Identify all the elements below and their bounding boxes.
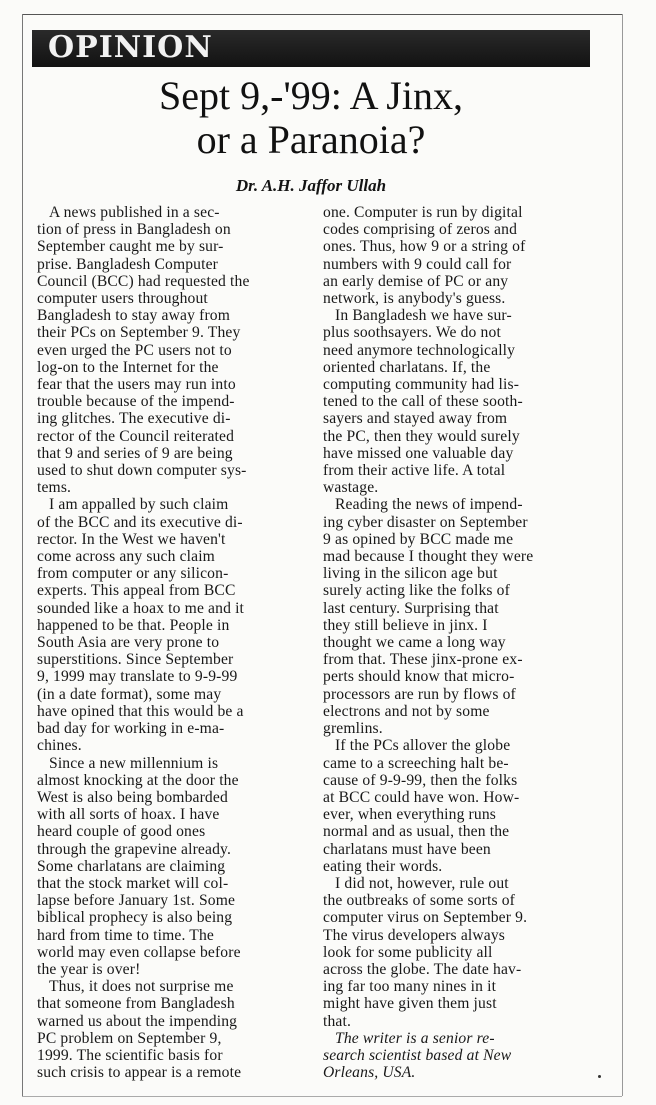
- body-text-line: computer users throughout: [37, 290, 208, 308]
- body-text-line: the year is over!: [37, 960, 141, 978]
- clipping-border-right: [622, 14, 623, 1096]
- body-text-line: wastage.: [323, 479, 379, 497]
- body-text-line: sayers and stayed away from: [323, 410, 508, 428]
- body-text-line: come across any such claim: [37, 548, 215, 566]
- body-text-line: The virus developers always: [323, 926, 506, 944]
- body-text-line: might have given them just: [323, 995, 497, 1013]
- body-text-line: network, is anybody's guess.: [323, 290, 506, 308]
- body-text-line: lapse before January 1st. Some: [37, 892, 236, 910]
- body-text-line: electrons and not by some: [323, 702, 490, 720]
- body-text-line: such crisis to appear is a remote: [37, 1064, 242, 1082]
- body-text-line: thought we came a long way: [323, 634, 506, 652]
- body-text-line: numbers with 9 could call for: [323, 255, 512, 273]
- body-text-line: Some charlatans are claiming: [37, 857, 226, 875]
- body-text-line: tion of press in Bangladesh on: [37, 221, 231, 239]
- body-text-line: 9, 1999 may translate to 9-9-99: [37, 668, 238, 686]
- body-text-line: Reading the news of impend-: [335, 496, 523, 514]
- body-text-line: South Asia are very prone to: [37, 634, 220, 652]
- body-text-line: rector. In the West we haven't: [37, 530, 226, 548]
- body-text-line: warned us about the impending: [37, 1012, 238, 1030]
- headline-line: or a Paranoia?: [196, 117, 426, 162]
- body-text-line: from their active life. A total: [323, 462, 506, 480]
- body-text-line: used to shut down computer sys-: [37, 462, 247, 480]
- body-text-line: perts should know that micro-: [323, 668, 515, 686]
- body-text-line: an early demise of PC or any: [323, 272, 509, 290]
- body-text-line: have opined that this would be a: [37, 702, 244, 720]
- body-text-line: rector of the Council reiterated: [37, 427, 235, 445]
- body-text-line: 9 as opined by BCC made me: [323, 530, 514, 548]
- body-text-line: normal and as usual, then the: [323, 823, 510, 841]
- article-column-left: [37, 204, 301, 1081]
- body-text-line: gremlins.: [323, 720, 383, 738]
- print-speck: [598, 1075, 601, 1078]
- body-text-line: biblical prophecy is also being: [37, 909, 233, 927]
- body-text-line: codes comprising of zeros and: [323, 221, 518, 239]
- author-note-line: The writer is a senior re-: [335, 1029, 495, 1047]
- body-text-line: world may even collapse before: [37, 943, 241, 961]
- body-text-line: ever, when everything runs: [323, 806, 497, 824]
- body-text-line: mad because I thought they were: [323, 548, 534, 566]
- body-text-line: A news published in a sec-: [49, 204, 220, 221]
- body-text-line: ing cyber disaster on September: [323, 513, 528, 531]
- body-text-line: 1999. The scientific basis for: [37, 1046, 223, 1064]
- body-text-line: ones. Thus, how 9 or a string of: [323, 238, 526, 256]
- body-text-line: tened to the call of these sooth-: [323, 393, 523, 411]
- body-text-line: West is also being bombarded: [37, 788, 228, 806]
- body-text-line: surely acting like the folks of: [323, 582, 510, 600]
- body-text-line: have missed one valuable day: [323, 444, 514, 462]
- body-text-line: hard from time to time. The: [37, 926, 214, 944]
- body-text-line: came to a screeching halt be-: [323, 754, 509, 772]
- author-note-line: Orleans, USA.: [323, 1064, 416, 1082]
- body-text-line: cause of 9-9-99, then the folks: [323, 771, 518, 789]
- body-text-line: happened to be that. People in: [37, 616, 230, 634]
- body-text-line: need anymore technologically: [323, 341, 516, 359]
- clipping-border-left: [22, 14, 23, 1096]
- body-text-line: that someone from Bangladesh: [37, 995, 235, 1013]
- body-text-line: I am appalled by such claim: [49, 496, 229, 514]
- body-text-line: Thus, it does not surprise me: [49, 978, 234, 996]
- body-text-line: plus soothsayers. We do not: [323, 324, 501, 342]
- clipping-border-top: [22, 14, 622, 15]
- body-text-line: fear that the users may run into: [37, 376, 236, 394]
- body-text-line: last century. Surprising that: [323, 599, 499, 617]
- body-text-line: prise. Bangladesh Computer: [37, 255, 219, 273]
- body-text-line: PC problem on September 9,: [37, 1029, 222, 1047]
- clipping-border-bottom: [22, 1096, 622, 1097]
- body-text-line: of the BCC and its executive di-: [37, 513, 243, 531]
- body-text-line: living in the silicon age but: [323, 565, 498, 583]
- headline-line: Sept 9,-'99: A Jinx,: [159, 73, 463, 118]
- body-text-line: charlatans must have been: [323, 840, 491, 858]
- body-text-line: they still believe in jinx. I: [323, 616, 488, 634]
- body-text-line: oriented charlatans. If, the: [323, 358, 491, 376]
- body-text-line: through the grapevine already.: [37, 840, 232, 858]
- article-column-right: [323, 204, 593, 1081]
- body-text-line: Since a new millennium is: [49, 754, 219, 772]
- body-text-line: ing far too many nines in it: [323, 978, 497, 996]
- body-text-line: one. Computer is run by digital: [323, 204, 523, 221]
- body-text-line: look for some publicity all: [323, 943, 493, 961]
- body-text-line: I did not, however, rule out: [335, 874, 509, 892]
- body-text-line: almost knocking at the door the: [37, 771, 239, 789]
- body-text-line: sounded like a hoax to me and it: [37, 599, 245, 617]
- body-text-line: processors are run by flows of: [323, 685, 516, 703]
- body-text-line: even urged the PC users not to: [37, 341, 232, 359]
- body-text-line: If the PCs allover the globe: [335, 737, 511, 755]
- body-text-line: the outbreaks of some sorts of: [323, 892, 516, 910]
- body-text-line: ing glitches. The executive di-: [37, 410, 231, 428]
- body-text-line: Bangladesh to stay away from: [37, 307, 231, 325]
- author-note-line: search scientist based at New: [323, 1046, 512, 1064]
- body-text-line: from that. These jinx-prone ex-: [323, 651, 523, 669]
- body-text-line: at BCC could have won. How-: [323, 788, 520, 806]
- section-banner: [32, 30, 590, 67]
- body-text-line: Council (BCC) had requested the: [37, 272, 250, 290]
- section-label: OPINION: [48, 30, 213, 65]
- body-text-line: from computer or any silicon-: [37, 565, 229, 583]
- body-text-line: computer virus on September 9.: [323, 909, 528, 927]
- body-text-line: September caught me by sur-: [37, 238, 224, 256]
- body-text-line: trouble because of the impend-: [37, 393, 235, 411]
- body-text-line: heard couple of good ones: [37, 823, 206, 841]
- body-text-line: their PCs on September 9. They: [37, 324, 241, 342]
- body-text-line: superstitions. Since September: [37, 651, 234, 669]
- body-text-line: experts. This appeal from BCC: [37, 582, 236, 600]
- body-text-line: that the stock market will col-: [37, 874, 229, 892]
- body-text-line: eating their words.: [323, 857, 443, 875]
- body-text-line: that.: [323, 1012, 352, 1030]
- body-text-line: In Bangladesh we have sur-: [335, 307, 512, 325]
- body-text-line: chines.: [37, 737, 82, 755]
- body-text-line: bad day for working in e-ma-: [37, 720, 225, 738]
- body-text-line: (in a date format), some may: [37, 685, 222, 703]
- body-text-line: log-on to the Internet for the: [37, 358, 219, 376]
- body-text-line: the PC, then they would surely: [323, 427, 520, 445]
- body-text-line: computing community had lis-: [323, 376, 520, 394]
- body-text-line: across the globe. The date hav-: [323, 960, 522, 978]
- article-byline: Dr. A.H. Jaffor Ullah: [235, 176, 387, 195]
- body-text-line: with all sorts of hoax. I have: [37, 806, 220, 824]
- body-text-line: that 9 and series of 9 are being: [37, 444, 233, 462]
- article-headline: [32, 74, 590, 162]
- body-text-line: tems.: [37, 479, 72, 497]
